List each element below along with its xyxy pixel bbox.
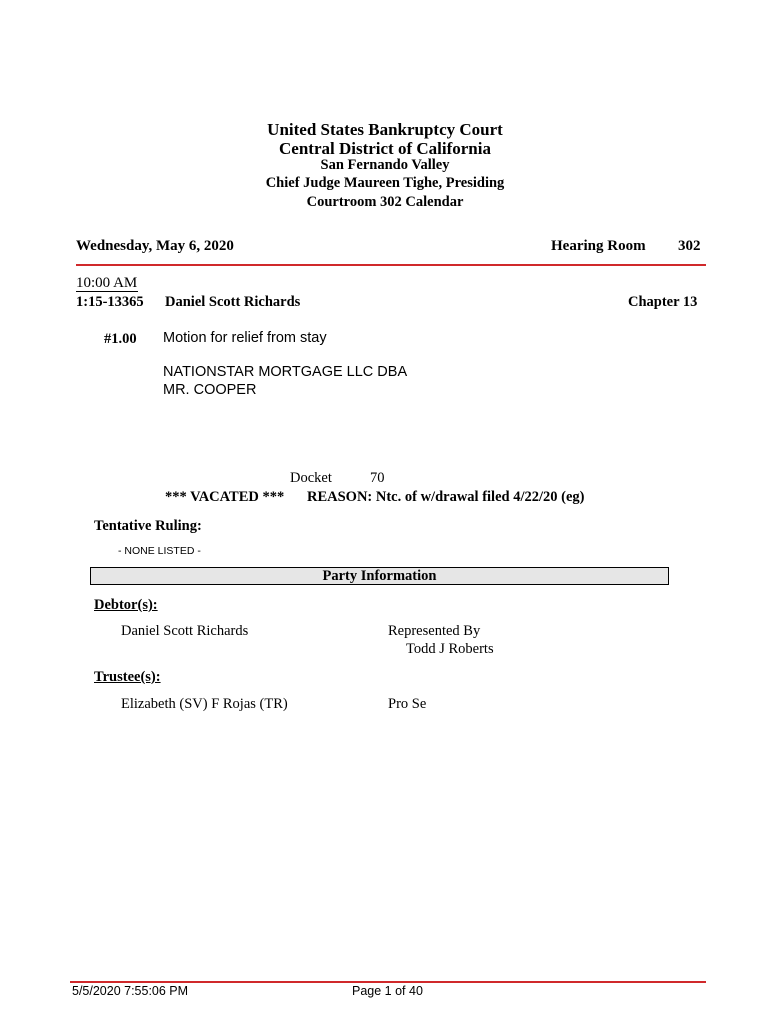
hearing-time: 10:00 AM [76, 275, 138, 291]
trustee-representation: Pro Se [388, 696, 427, 712]
debtors-label: Debtor(s): [94, 597, 158, 613]
time-underline [76, 291, 138, 292]
footer-page-number: Page 1 of 40 [352, 984, 423, 998]
chapter: Chapter 13 [628, 294, 698, 310]
movant-line-1: NATIONSTAR MORTGAGE LLC DBA [163, 364, 408, 380]
vacated-reason: REASON: Ntc. of w/drawal filed 4/22/20 (eg) [307, 489, 585, 505]
docket-label: Docket [290, 470, 332, 486]
footer-rule [70, 981, 706, 983]
represented-by-label: Represented By [388, 623, 481, 639]
tentative-ruling-label: Tentative Ruling: [94, 518, 202, 534]
hearing-room-number: 302 [678, 238, 701, 254]
party-information-header: Party Information [90, 567, 669, 585]
vacated-label: *** VACATED *** [165, 489, 285, 505]
tentative-ruling-text: - NONE LISTED - [118, 545, 201, 557]
matter-description: Motion for relief from stay [163, 330, 327, 346]
party-debtor-name: Daniel Scott Richards [121, 623, 249, 639]
item-number: #1.00 [104, 331, 137, 347]
judge-line: Chief Judge Maureen Tighe, Presiding [265, 175, 505, 191]
debtor-attorney: Todd J Roberts [406, 641, 494, 657]
docket-number: 70 [370, 470, 385, 486]
case-number: 1:15-13365 [76, 294, 144, 310]
trustees-label: Trustee(s): [94, 669, 161, 685]
trustee-name: Elizabeth (SV) F Rojas (TR) [121, 696, 288, 712]
court-title: United States Bankruptcy Court [267, 120, 503, 139]
calendar-date: Wednesday, May 6, 2020 [76, 238, 234, 254]
district-title: Central District of California [279, 139, 491, 158]
header-rule [76, 264, 706, 266]
division-title: San Fernando Valley [320, 157, 450, 173]
movant-line-2: MR. COOPER [163, 382, 257, 398]
hearing-room-label: Hearing Room [551, 238, 646, 254]
calendar-title: Courtroom 302 Calendar [306, 194, 464, 210]
footer-timestamp: 5/5/2020 7:55:06 PM [72, 984, 189, 998]
debtor-name: Daniel Scott Richards [165, 294, 301, 310]
